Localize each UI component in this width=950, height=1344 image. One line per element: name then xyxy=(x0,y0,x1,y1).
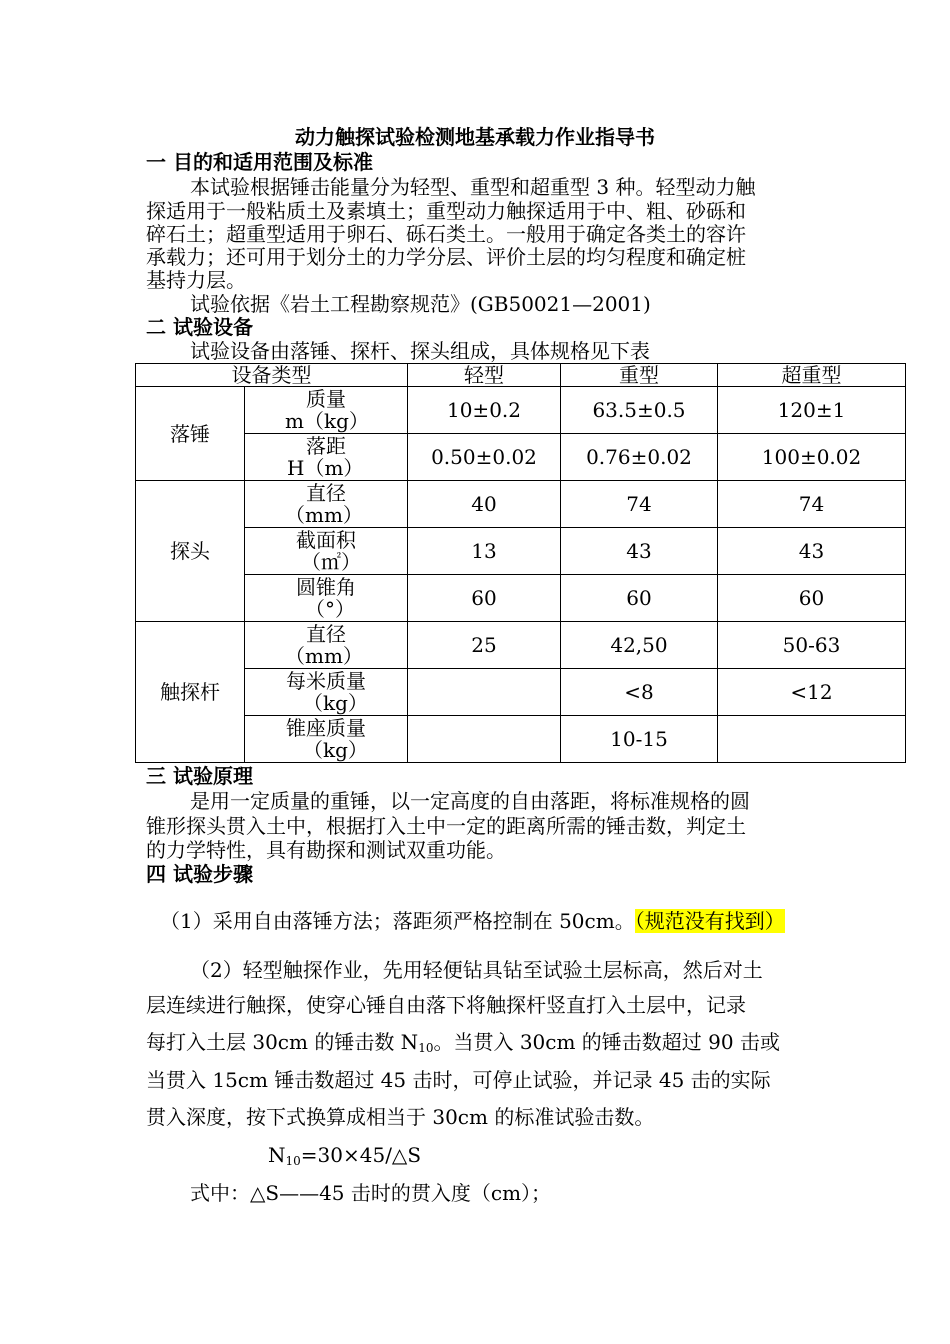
section-2-heading: 二 试验设备 xyxy=(146,315,253,339)
value-heavy: 10-15 xyxy=(561,716,718,763)
param-unit: （mm） xyxy=(285,644,363,668)
table-row xyxy=(136,481,906,528)
step-1-text: （1）采用自由落锤方法；落距须严格控制在 50cm。 xyxy=(160,909,635,933)
formula-subscript: 10 xyxy=(285,1154,301,1168)
s1-para-line: 本试验根据锤击能量分为轻型、重型和超重型 3 种。轻型动力触 xyxy=(190,175,756,199)
param-cell xyxy=(245,481,408,528)
s3-para-line: 锥形探头贯入土中，根据打入土中一定的距离所需的锤击数，判定土 xyxy=(146,814,746,838)
param-cell xyxy=(245,669,408,716)
step-1 xyxy=(160,909,785,933)
value-super xyxy=(718,716,906,763)
param-unit: H（m） xyxy=(287,456,364,480)
value-heavy: 60 xyxy=(561,575,718,622)
s3-para-line: 是用一定质量的重锤，以一定高度的自由落距，将标准规格的圆 xyxy=(190,789,750,813)
value-heavy: 0.76±0.02 xyxy=(561,434,718,481)
param-name: 直径 xyxy=(306,622,346,646)
formula-definition: 式中：△S——45 击时的贯入度（cm）； xyxy=(190,1181,552,1205)
step-2-line: 当贯入 15cm 锤击数超过 45 击时，可停止试验，并记录 45 击的实际 xyxy=(146,1068,771,1092)
param-name: 质量 xyxy=(306,387,346,411)
param-cell xyxy=(245,387,408,434)
value-heavy: <8 xyxy=(561,669,718,716)
param-name: 锥座质量 xyxy=(286,716,366,740)
step-2-line: 层连续进行触探，使穿心锤自由落下将触探杆竖直打入土层中，记录 xyxy=(146,993,746,1017)
header-heavy: 重型 xyxy=(561,364,718,387)
group-probe-head: 探头 xyxy=(136,481,245,622)
value-light: 0.50±0.02 xyxy=(408,434,561,481)
subscript: 10 xyxy=(418,1041,434,1055)
s1-para-line: 承载力；还可用于划分土的力学分层、评价土层的均匀程度和确定桩 xyxy=(146,245,746,269)
group-probe-rod: 触探杆 xyxy=(136,622,245,763)
s1-standard-reference: 试验依据《岩土工程勘察规范》(GB50021—2001) xyxy=(190,292,651,316)
step-2-line: （2）轻型触探作业，先用轻便钻具钻至试验土层标高，然后对土 xyxy=(190,958,763,982)
s2-intro: 试验设备由落锤、探杆、探头组成，具体规格见下表 xyxy=(190,339,650,363)
table-row xyxy=(136,622,906,669)
s3-para-line: 的力学特性，具有勘探和测试双重功能。 xyxy=(146,838,506,862)
s1-para-line: 探适用于一般粘质土及素填土；重型动力触探适用于中、粗、砂砾和 xyxy=(146,199,746,223)
value-heavy: 74 xyxy=(561,481,718,528)
step-1-highlight-note: （规范没有找到） xyxy=(634,909,785,933)
value-super: 100±0.02 xyxy=(718,434,906,481)
table-row xyxy=(136,716,906,763)
formula xyxy=(268,1143,421,1167)
value-light: 40 xyxy=(408,481,561,528)
step-2-line: 贯入深度，按下式换算成相当于 30cm 的标准试验击数。 xyxy=(146,1105,655,1129)
value-super: 74 xyxy=(718,481,906,528)
table-row xyxy=(136,575,906,622)
s1-para-line: 碎石土；超重型适用于卵石、砾石类土。一般用于确定各类土的容许 xyxy=(146,222,746,246)
step-2-line-tail: 。当贯入 30cm 的锤击数超过 90 击或 xyxy=(433,1030,780,1054)
header-super-heavy: 超重型 xyxy=(718,364,906,387)
param-name: 每米质量 xyxy=(286,669,366,693)
formula-var: N xyxy=(268,1143,286,1167)
value-light: 60 xyxy=(408,575,561,622)
param-name: 圆锥角 xyxy=(296,575,356,599)
value-light xyxy=(408,669,561,716)
value-super: 50-63 xyxy=(718,622,906,669)
param-unit: m（kg） xyxy=(285,409,369,433)
param-unit: （°） xyxy=(305,597,355,621)
param-cell xyxy=(245,434,408,481)
group-hammer: 落锤 xyxy=(136,387,245,481)
table-header-row xyxy=(136,364,906,387)
table-row xyxy=(136,669,906,716)
value-light: 10±0.2 xyxy=(408,387,561,434)
param-name: 落距 xyxy=(306,434,346,458)
param-cell xyxy=(245,622,408,669)
param-unit: （kg） xyxy=(303,691,368,715)
value-light: 25 xyxy=(408,622,561,669)
table-row xyxy=(136,434,906,481)
table-row xyxy=(136,528,906,575)
step-2-line-text: 每打入土层 30cm 的锤击数 N xyxy=(146,1030,419,1054)
value-super: 60 xyxy=(718,575,906,622)
section-4-heading: 四 试验步骤 xyxy=(146,862,253,886)
param-unit: （mm） xyxy=(285,503,363,527)
param-cell xyxy=(245,575,408,622)
s1-para-line: 基持力层。 xyxy=(146,268,246,292)
value-super: 120±1 xyxy=(718,387,906,434)
section-3-heading: 三 试验原理 xyxy=(146,764,253,788)
equipment-spec-table xyxy=(135,363,906,763)
value-super: <12 xyxy=(718,669,906,716)
document-title: 动力触探试验检测地基承载力作业指导书 xyxy=(295,125,655,149)
section-1-heading: 一 目的和适用范围及标准 xyxy=(146,150,373,174)
header-equipment-type: 设备类型 xyxy=(136,364,408,387)
value-heavy: 42,50 xyxy=(561,622,718,669)
value-light xyxy=(408,716,561,763)
value-light: 13 xyxy=(408,528,561,575)
value-heavy: 43 xyxy=(561,528,718,575)
table-row xyxy=(136,387,906,434)
param-cell xyxy=(245,528,408,575)
value-heavy: 63.5±0.5 xyxy=(561,387,718,434)
param-name: 截面积 xyxy=(296,528,356,552)
param-unit: （㎡） xyxy=(301,550,361,574)
param-unit: （kg） xyxy=(303,738,368,762)
param-cell xyxy=(245,716,408,763)
header-light: 轻型 xyxy=(408,364,561,387)
value-super: 43 xyxy=(718,528,906,575)
step-2-line xyxy=(146,1030,780,1054)
formula-expression: =30×45/△S xyxy=(300,1143,422,1167)
param-name: 直径 xyxy=(306,481,346,505)
